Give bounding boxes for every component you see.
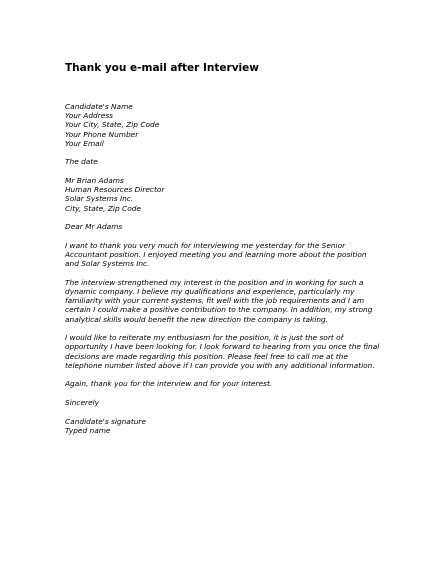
paragraph-line: familiarity with your current systems, fit well with the job requirements and I am bbox=[65, 296, 365, 306]
spacer bbox=[65, 389, 405, 398]
sender-city: Your City, State, Zip Code bbox=[65, 120, 160, 130]
recipient-company: Solar Systems Inc. bbox=[65, 194, 134, 204]
salutation: Dear Mr Adams bbox=[65, 222, 123, 232]
spacer bbox=[65, 407, 405, 416]
spacer bbox=[65, 148, 405, 157]
sender-email: Your Email bbox=[65, 138, 104, 148]
typed-name: Typed name bbox=[65, 425, 111, 435]
paragraph-line: analytical skills would benefit the new direction the company is taking. bbox=[65, 314, 329, 324]
sender-name: Candidate's Name bbox=[65, 102, 133, 111]
spacer bbox=[65, 370, 405, 379]
paragraph-line: I would like to reiterate my enthusiasm for the position, it is just the sort of bbox=[65, 333, 344, 343]
recipient-block bbox=[65, 176, 405, 213]
sender-address: Your Address bbox=[65, 111, 114, 121]
recipient-name: Mr Brian Adams bbox=[65, 176, 124, 185]
paragraph-line: telephone number listed above if I can provide you with any additional information. bbox=[65, 360, 375, 370]
signature-block bbox=[65, 417, 405, 435]
spacer bbox=[65, 324, 405, 333]
recipient-title: Human Resources Director bbox=[65, 185, 165, 195]
document-title: Thank you e-mail after Interview bbox=[65, 62, 259, 74]
paragraph-2 bbox=[65, 278, 405, 324]
paragraph-line: certain I could make a positive contribution to the company. In addition, my strong bbox=[65, 305, 373, 315]
paragraph-3 bbox=[65, 333, 405, 370]
signature-line: Candidate's signature bbox=[65, 416, 146, 426]
letter-date: The date bbox=[65, 157, 98, 167]
closing: Sincerely bbox=[65, 398, 100, 407]
paragraph-line: opportunity I have been looking for. I look forward to hearing from you once the final bbox=[65, 342, 380, 352]
spacer bbox=[65, 231, 405, 240]
paragraph-line: I want to thank you very much for interviewing me yesterday for the Senior bbox=[65, 240, 346, 250]
paragraph-line: decisions are made regarding this position. Please feel free to call me at the bbox=[65, 351, 348, 361]
paragraph-4 bbox=[65, 379, 405, 388]
paragraph-1 bbox=[65, 241, 405, 269]
sender-block bbox=[65, 102, 405, 148]
recipient-city: City, State, Zip Code bbox=[65, 203, 141, 213]
paragraph-line: dynamic company. I believe my qualifications and experience, particularly my bbox=[65, 287, 355, 296]
spacer bbox=[65, 268, 405, 277]
paragraph-line: Accountant position. I enjoyed meeting you and learning more about the position bbox=[65, 250, 367, 259]
paragraph-line: Again, thank you for the interview and for your interest. bbox=[65, 379, 273, 389]
paragraph-line: The interview strengthened my interest in the position and in working for such a bbox=[65, 277, 364, 287]
spacer bbox=[65, 213, 405, 222]
letter-body bbox=[65, 102, 405, 435]
paragraph-line: and Solar Systems Inc. bbox=[65, 259, 150, 269]
spacer bbox=[65, 167, 405, 176]
sender-phone: Your Phone Number bbox=[65, 129, 139, 139]
